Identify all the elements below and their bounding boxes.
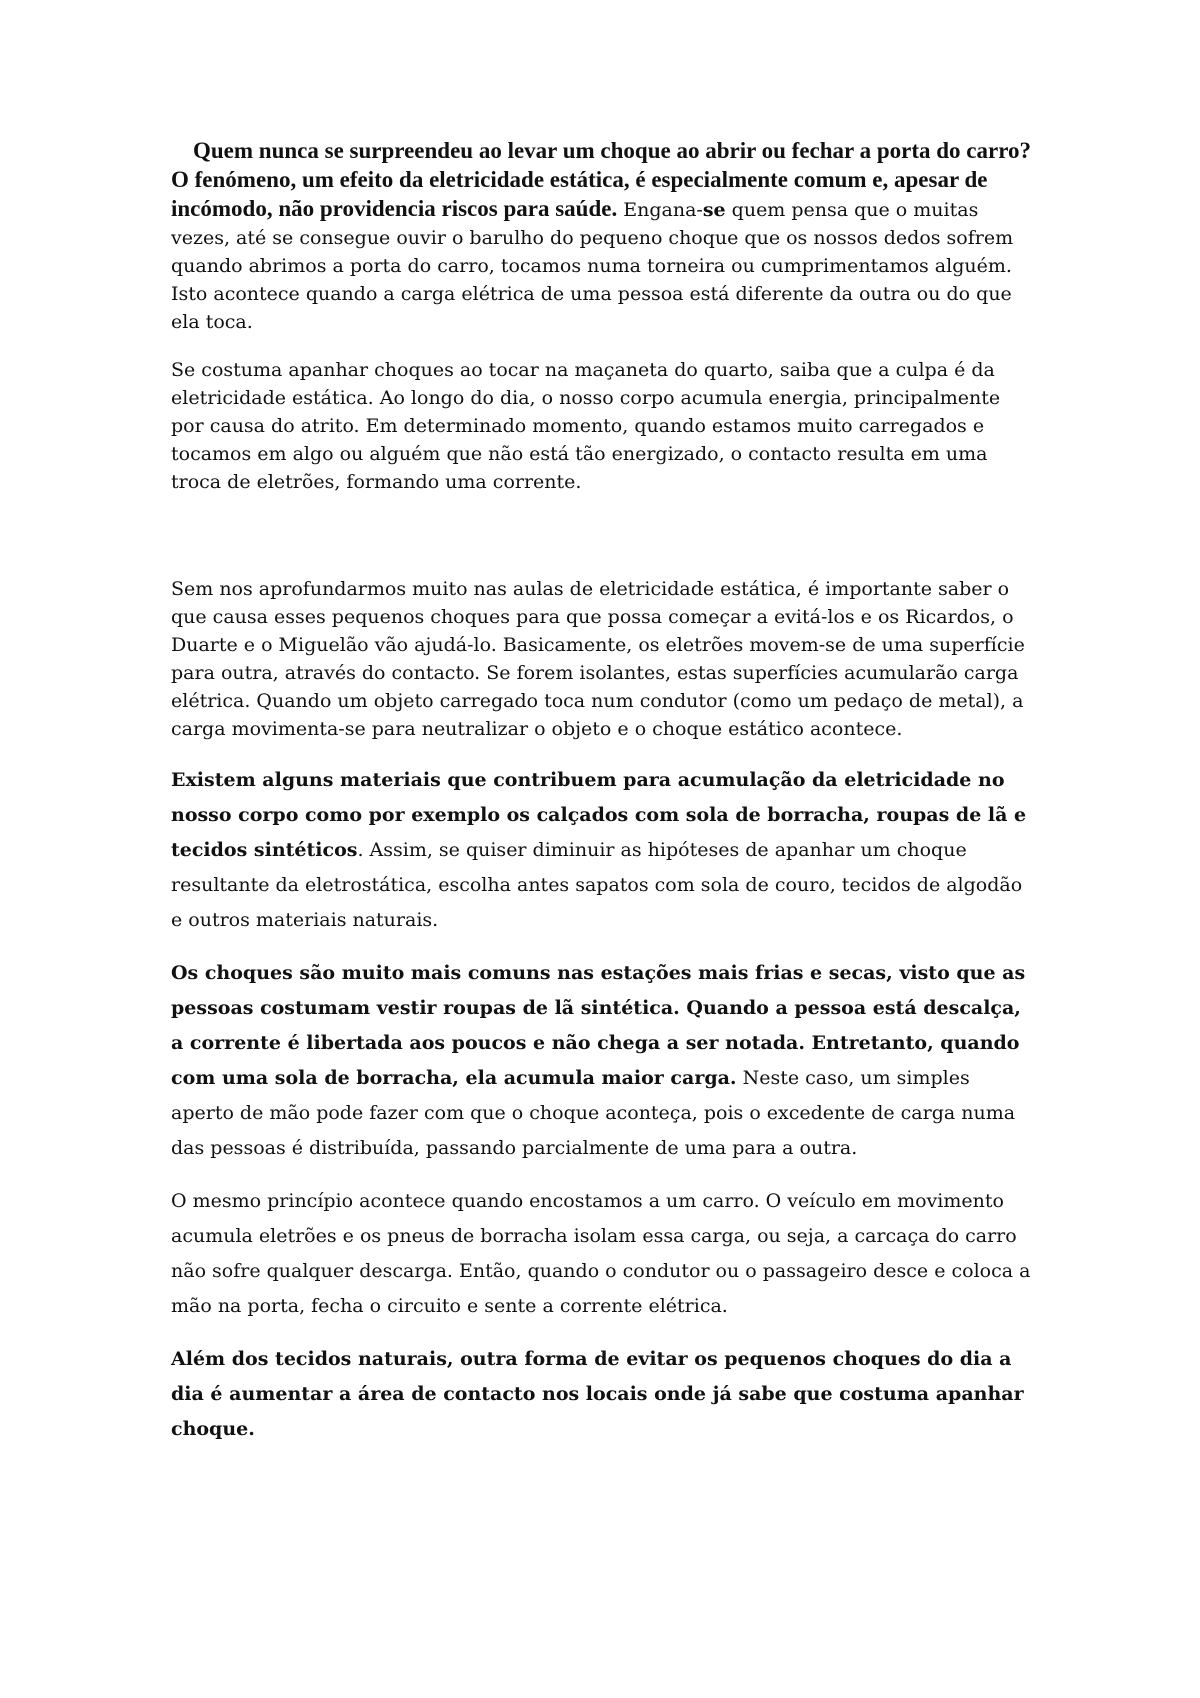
document-body xyxy=(171,137,1031,1447)
door-handle-text: Se costuma apanhar choques ao tocar na maçaneta do quarto, saiba que a culpa é da eletricidade estática. Ao longo do dia, o nosso corpo acumula energia, principalmente por causa do atrito. Em determinado momento, quando estamos muito carregados e tocamos em algo ou alguém que não está tão energizado, o contacto resulta em uma troca de eletrões, formando uma corrente. xyxy=(171,359,1001,493)
paragraph-car xyxy=(171,1184,1031,1324)
seasons-text: Neste caso, um simples aperto de mão pode fazer com que o choque aconteça, pois o excedente de carga numa das pessoas é distribuída, passando parcialmente de uma para a outra. xyxy=(171,1067,1016,1159)
seasons-bold-text: Os choques são muito mais comuns nas estações mais frias e secas, visto que as pessoas costumam vestir roupas de lã sintética. Quando a pessoa está descalça, a corrente é libertada aos poucos e não chega a ser notada. Entretanto, quando com uma sola de borracha, ela acumula maior carga. xyxy=(171,962,1026,1089)
car-text: O mesmo princípio acontece quando encostamos a um carro. O veículo em movimento acumula eletrões e os pneus de borracha isolam essa carga, ou seja, a carcaça do carro não sofre qualquer descarga. Então, quando o condutor ou o passageiro desce e coloca a mão na porta, fecha o circuito e sente a corrente elétrica. xyxy=(171,1190,1031,1317)
cause-text: Sem nos aprofundarmos muito nas aulas de eletricidade estática, é importante saber o que causa esses pequenos choques para que possa começar a evitá-los e os Ricardos, o Duarte e o Miguelão vão ajudá-lo. Basicamente, os eletrões movem-se de uma superfície para outra, através do contacto. Se forem isolantes, estas superfícies acumularão carga elétrica. Quando um objeto carregado toca num condutor (como um pedaço de metal), a carga movimenta-se para neutralizar o objeto e o choque estático acontece. xyxy=(171,578,1025,740)
prevention-bold-text: Além dos tecidos naturais, outra forma de evitar os pequenos choques do dia a dia é aumentar a área de contacto nos locais onde já sabe que costuma apanhar choque. xyxy=(171,1348,1024,1440)
paragraph-prevention xyxy=(171,1342,1031,1447)
paragraph-intro xyxy=(171,137,1031,336)
intro-text-segment: Engana- xyxy=(617,199,703,221)
materials-text: . Assim, se quiser diminuir as hipóteses de apanhar um choque resultante da eletrostática, escolha antes sapatos com sola de couro, tecidos de algodão e outros materiais naturais. xyxy=(171,839,1023,931)
paragraph-door-handle xyxy=(171,356,1031,496)
intro-bold-se: se xyxy=(702,199,726,221)
paragraph-materials xyxy=(171,763,1031,938)
materials-bold-text: Existem alguns materiais que contribuem para acumulação da eletricidade no nosso corpo como por exemplo os calçados com sola de borracha, roupas de lã e tecidos sintéticos xyxy=(171,769,1027,861)
paragraph-cause xyxy=(171,575,1031,743)
paragraph-seasons xyxy=(171,956,1031,1166)
intro-text-continuation: quem pensa que o muitas vezes, até se consegue ouvir o barulho do pequeno choque que os nossos dedos sofrem quando abrimos a porta do carro, tocamos numa torneira ou cumprimentamos alguém. Isto acontece quando a carga elétrica de uma pessoa está diferente da outra ou do que ela toca. xyxy=(171,199,1014,333)
intro-bold-lead: Quem nunca se surpreendeu ao levar um choque ao abrir ou fechar a porta do carro? O fenómeno, um efeito da eletricidade estática, é especialmente comum e, apesar de incómodo, não providencia riscos para saúde. xyxy=(171,138,1032,221)
